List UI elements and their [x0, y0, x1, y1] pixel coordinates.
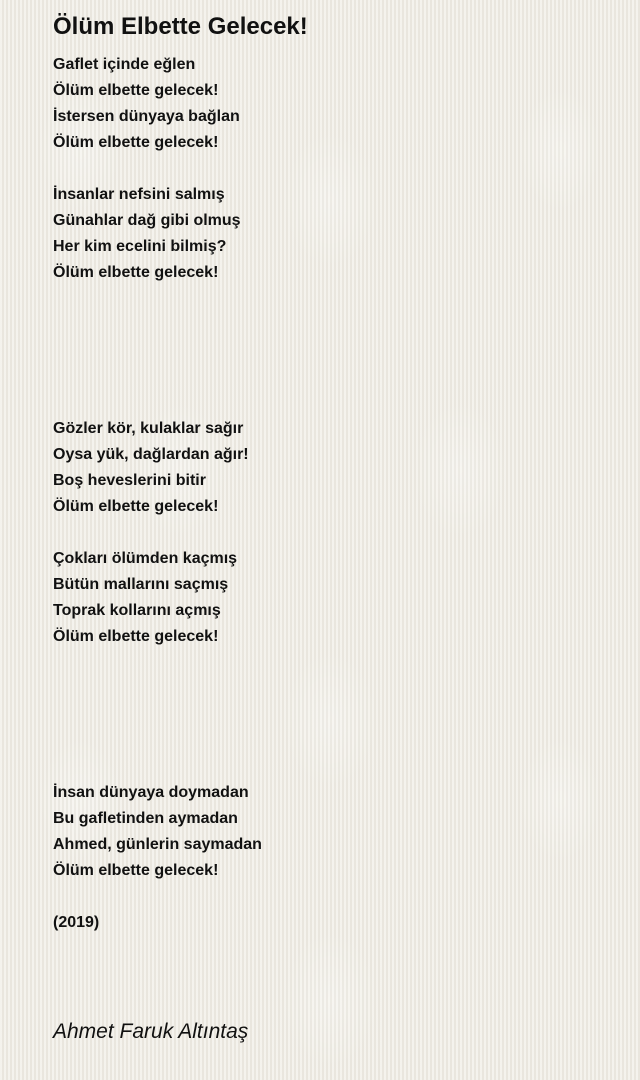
- poem-line: Boş heveslerini bitir: [53, 472, 206, 489]
- poem-line: Bütün mallarını saçmış: [53, 576, 229, 593]
- stanza-gap: [53, 156, 262, 182]
- poem-line: Ahmed, günlerin saymadan: [53, 836, 262, 853]
- poem-line: Ölüm elbette gelecek!: [53, 498, 219, 515]
- poem-line: Ölüm elbette gelecek!: [53, 82, 219, 99]
- stanza-gap: [53, 286, 262, 416]
- stanza-1: [53, 52, 262, 156]
- poem-line: Günahlar dağ gibi olmuş: [53, 212, 241, 229]
- stanza-gap: [53, 520, 262, 546]
- poem-line: İnsanlar nefsini salmış: [53, 186, 225, 203]
- stanza-2: [53, 182, 262, 286]
- poem-line: Ölüm elbette gelecek!: [53, 862, 219, 879]
- poem-body: [53, 52, 262, 936]
- stanza-4: [53, 546, 262, 650]
- poem-line: Gaflet içinde eğlen: [53, 56, 196, 73]
- stanza-3: [53, 416, 262, 520]
- poem-line: Gözler kör, kulaklar sağır: [53, 420, 244, 437]
- poem-line: Her kim ecelini bilmiş?: [53, 238, 227, 255]
- poem-line: İnsan dünyaya doymadan: [53, 784, 249, 801]
- poem-line: Çokları ölümden kaçmış: [53, 550, 238, 567]
- poem-line: Bu gafletinden aymadan: [53, 810, 238, 827]
- stanza-gap: [53, 884, 262, 910]
- poem-line: Oysa yük, dağlardan ağır!: [53, 446, 249, 463]
- poem-line: İstersen dünyaya bağlan: [53, 108, 240, 125]
- poem-line: Ölüm elbette gelecek!: [53, 628, 219, 645]
- poem-year: (2019): [53, 914, 100, 931]
- poem-line: Ölüm elbette gelecek!: [53, 134, 219, 151]
- poem-author: Ahmet Faruk Altıntaş: [53, 1020, 249, 1043]
- stanza-gap: [53, 650, 262, 780]
- poem-line: Toprak kollarını açmış: [53, 602, 221, 619]
- poem-title: Ölüm Elbette Gelecek!: [53, 13, 308, 40]
- poem-line: Ölüm elbette gelecek!: [53, 264, 219, 281]
- stanza-5: [53, 780, 262, 884]
